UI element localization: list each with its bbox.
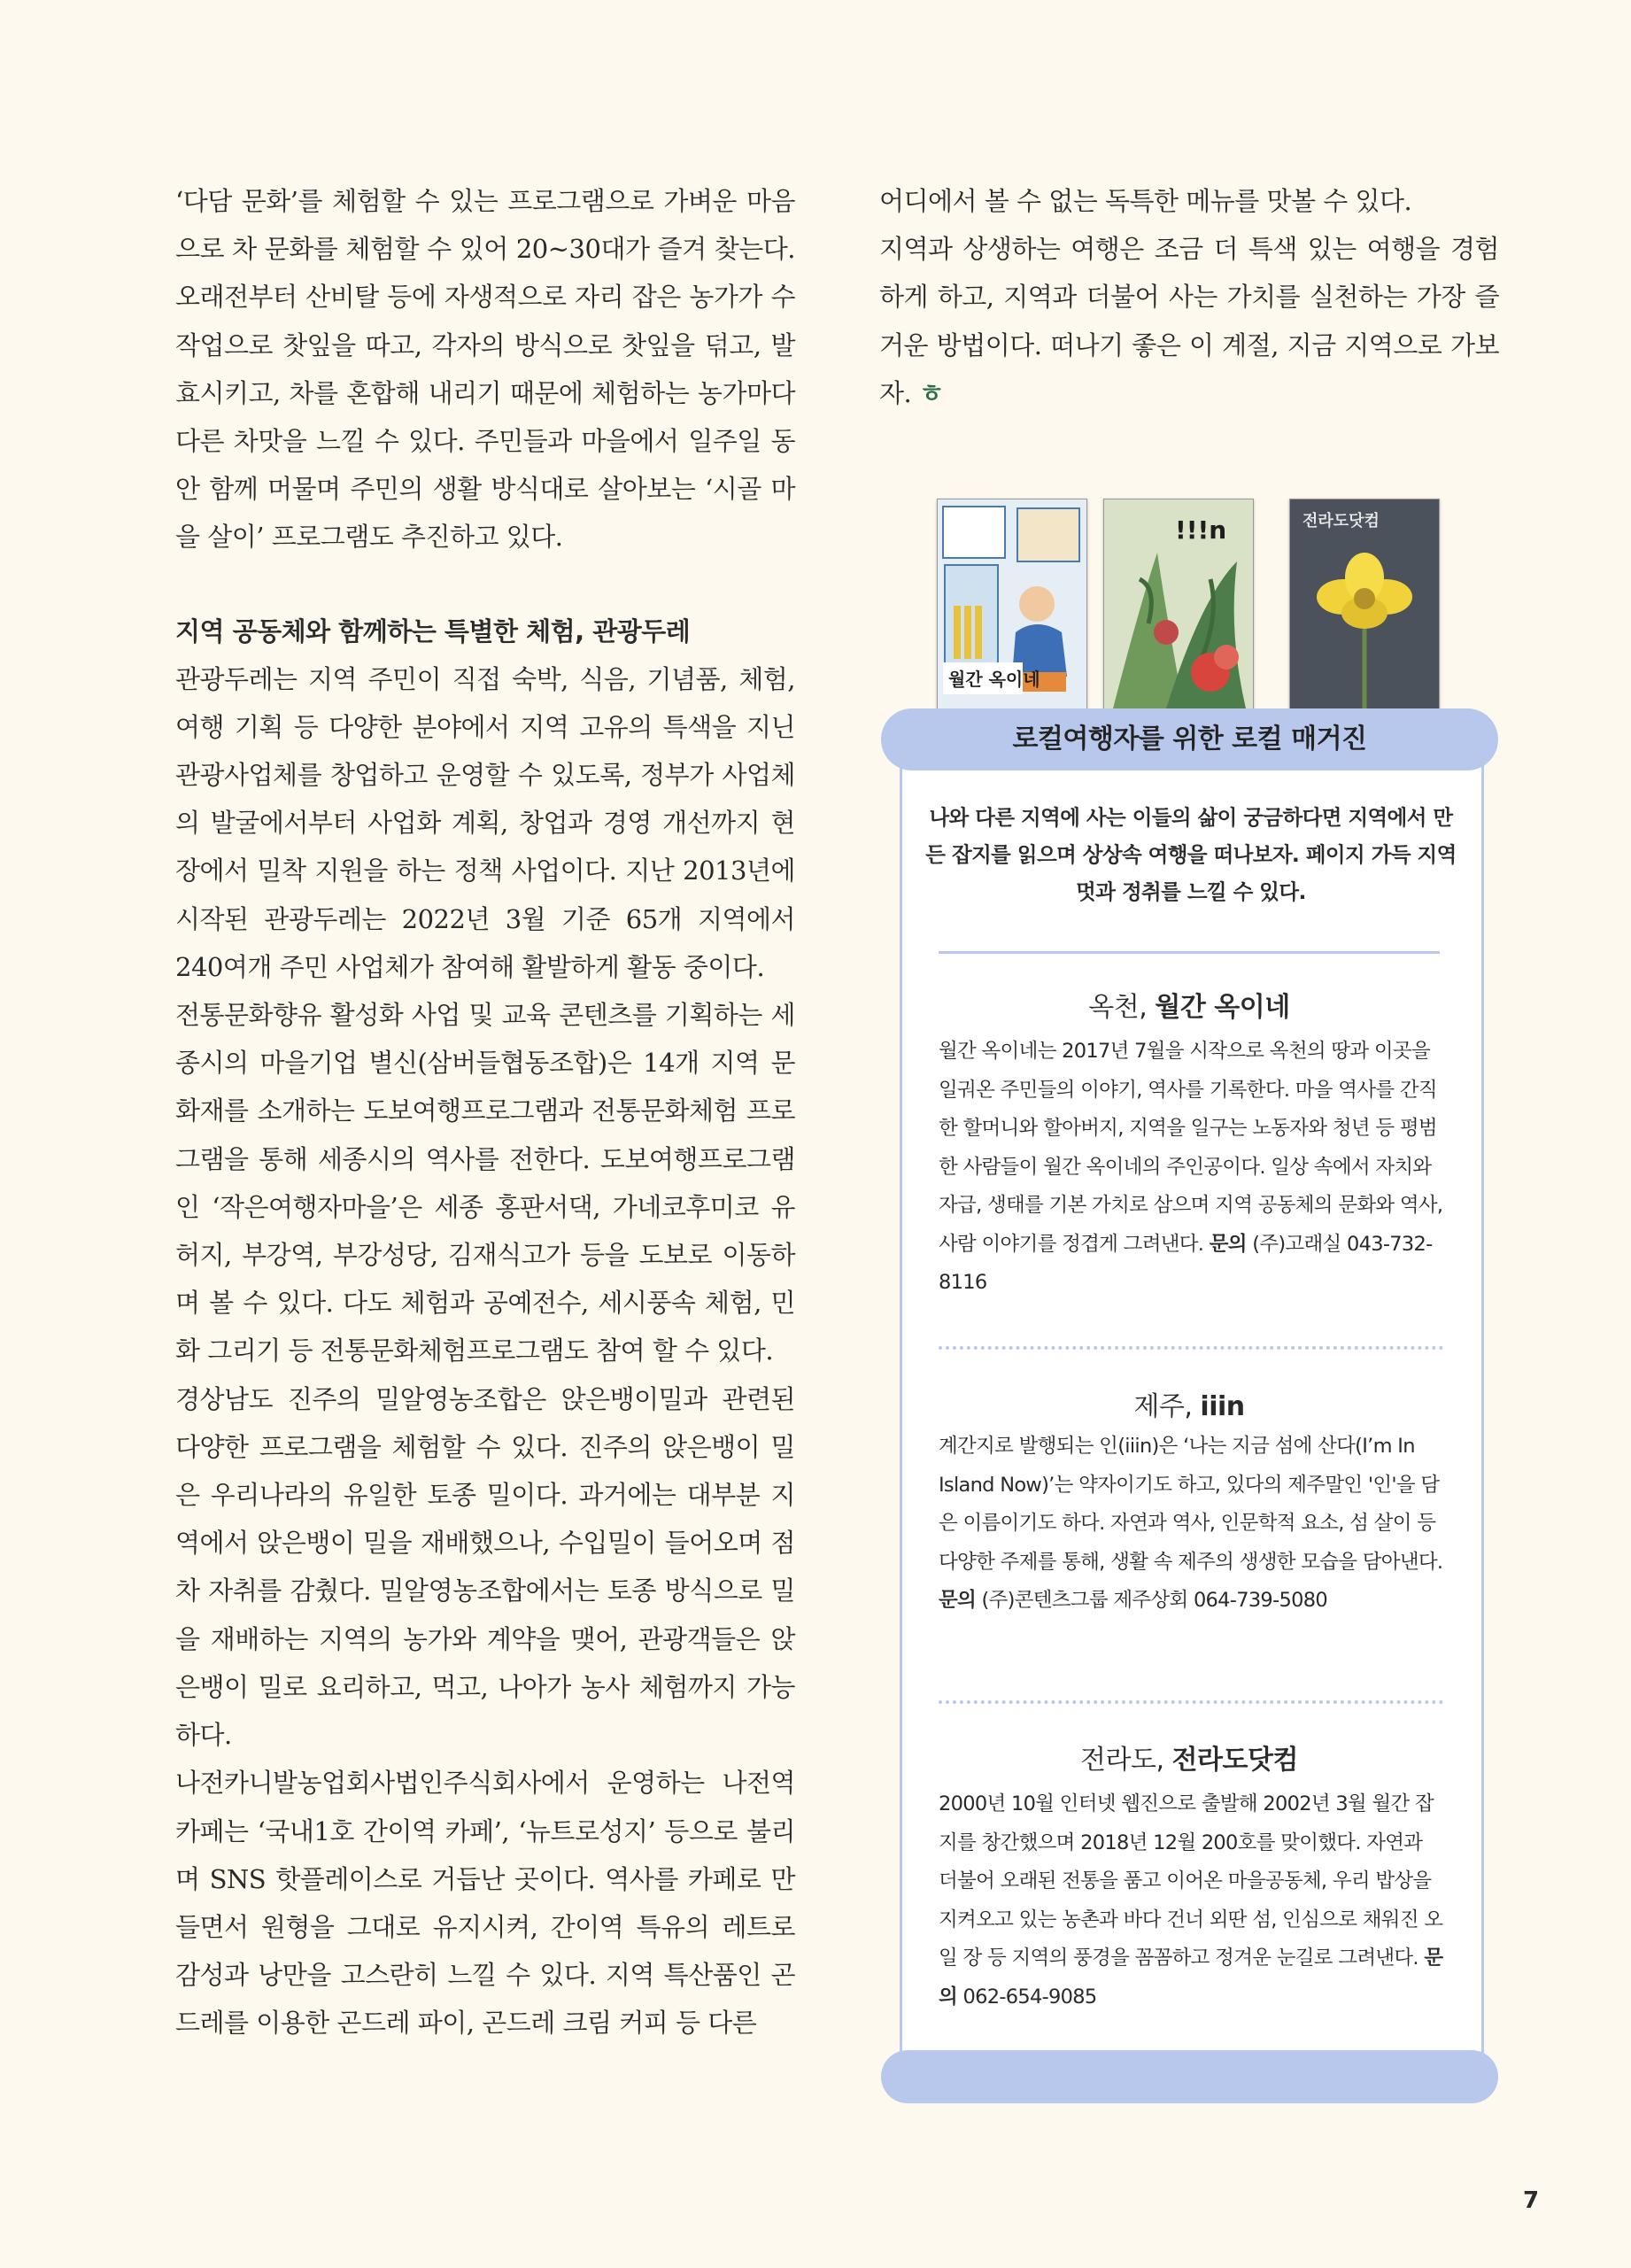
magazine-desc-jeonrado: 2000년 10월 인터넷 웹진으로 출발해 2002년 3월 월간 잡지를 창간했으며 2018년 12월 200호를 맞이했다. 자연과 더불어 오래된 전통을 품고 이어온 마을공동체, 우리 밥상을 지켜오고 있는 농촌과 바다 건너 외딴 섬, 인심으로 채워진 오일 장 등 지역의 풍경을 꼼꼼하고 정겨운 눈길로 그려낸다. 문의 062-654-9085 [939,1792,1443,2009]
paragraph-jinju: 경상남도 진주의 밀알영농조합은 앉은뱅이밀과 관련된 다양한 프로그램을 체험할 수 있다. 진주의 앉은뱅이 밀은 우리나라의 유일한 토종 밀이다. 과거에는 대부분 지역에서 앉은뱅이 밀을 재배했으나, 수입밀이 들어오며 점차 자취를 감췄다. 밀알영농조합에서는 토종 방식으로 밀을 재배하는 지역의 농가와 계약을 맺어, 관광객들은 앉은뱅이 밀로 요리하고, 먹고, 나아가 농사 체험까지 가능하다. [175,1383,795,1751]
svg-text:!!!n: !!!n [1175,515,1227,545]
magazine-covers [937,499,1442,711]
iiin-cover [1103,499,1254,709]
svg-text:전라도닷컴: 전라도닷컴 [1302,512,1380,530]
page-number: 7 [1523,2187,1540,2214]
paragraph-conclusion: 지역과 상생하는 여행은 조금 더 특색 있는 여행을 경험하게 하고, 지역과 더불어 사는 가치를 실천하는 가장 즐거운 방법이다. 떠나기 좋은 이 계절, 지금 지역으로 가보자. ㅎ [879,234,1499,408]
right-column-text [879,177,1499,417]
magazine-desc-okine: 월간 옥이네는 2017년 7월을 시작으로 옥천의 땅과 이곳을 일궈온 주민들의 이야기, 역사를 기록한다. 마을 역사를 간직한 할머니와 할아버지, 지역을 일구는 노동자와 청년 등 평범한 사람들이 월간 옥이네의 주인공이다. 일상 속에서 자치와 자급, 생태를 기본 가치로 삼으며 지역 공동체의 문화와 역사, 사람 이야기를 정겹게 그려낸다. 문의 (주)고래실 043-732-8116 [939,1040,1443,1294]
okine-cover [937,499,1087,709]
paragraph-najeon: 나전카니발농업회사법인주식회사에서 운영하는 나전역카페는 ‘국내1호 간이역 카페’, ‘뉴트로성지’ 등으로 불리며 SNS 핫플레이스로 거듭난 곳이다. 역사를 카페로 만들면서 원형을 그대로 유지시켜, 간이역 특유의 레트로 감성과 낭만을 고스란히 느낄 수 있다. 지역 특산품인 곤드레를 이용한 곤드레 파이, 곤드레 크림 커피 등 다른 [175,1768,795,2039]
magazine-title-okine: 옥천, 월간 옥이네 [1088,992,1290,1023]
magazine-box-header: 로컬여행자를 위한 로컬 매거진 [881,708,1498,770]
magazine-box-footer [881,2050,1498,2103]
jeonrado-cover [1289,499,1440,709]
magazine-box-intro: 나와 다른 지역에 사는 이들의 삶이 궁금하다면 지역에서 만든 잡지를 읽으며 상상속 여행을 떠나보자. 페이지 가득 지역 멋과 정취를 느낄 수 있다. [925,805,1457,904]
paragraph-tea-culture: ‘다담 문화’를 체험할 수 있는 프로그램으로 가벼운 마음으로 차 문화를 체험할 수 있어 20~30대가 즐겨 찾는다. 오래전부터 산비탈 등에 자생적으로 자리 잡은 농가가 수작업으로 찻잎을 따고, 각자의 방식으로 찻잎을 덖고, 발효시키고, 차를 혼합해 내리기 때문에 체험하는 농가마다 다른 차맛을 느낄 수 있다. 주민들과 마을에서 일주일 동안 함께 머물며 주민의 생활 방식대로 살아보는 ‘시골 마을 살이’ 프로그램도 추진하고 있다. [175,186,795,553]
divider [939,951,1440,954]
paragraph-menu: 어디에서 볼 수 없는 독특한 메뉴를 맛볼 수 있다. [879,186,1412,216]
magazine-title-jeonrado: 전라도, 전라도닷컴 [1080,1745,1298,1776]
magazine-desc-iiin: 계간지로 발행되는 인(iiin)은 ‘나는 지금 섬에 산다(I’m In Island Now)’는 약자이기도 하고, 있다의 제주말인 '인'을 담은 이름이기도 하다. 자연과 역사, 인문학적 요소, 섬 살이 등 다양한 주제를 통해, 생활 속 제주의 생생한 모습을 담아낸다. 문의 (주)콘텐츠그룹 제주상회 064-739-5080 [939,1435,1443,1612]
end-mark-icon: ㅎ [918,377,944,408]
paragraph-sejong: 전통문화향유 활성화 사업 및 교육 콘텐츠를 기획하는 세종시의 마을기업 별신(삼버들협동조합)은 14개 지역 문화재를 소개하는 도보여행프로그램과 전통문화체험 프로그램을 통해 세종시의 역사를 전한다. 도보여행프로그램인 ‘작은여행자마을’은 세종 홍판서댁, 가네코후미코 유허지, 부강역, 부강성당, 김재식고가 등을 도보로 이동하며 볼 수 있다. 다도 체험과 공예전수, 세시풍속 체험, 민화 그리기 등 전통문화체험프로그램도 참여 할 수 있다. [175,1000,795,1366]
divider-dotted [939,1700,1443,1704]
section-heading-gwangwang-dure: 지역 공동체와 함께하는 특별한 체험, 관광두레 [175,615,691,646]
svg-text:월간 옥이네: 월간 옥이네 [948,669,1040,690]
left-column [175,177,795,2047]
divider-dotted [939,1346,1443,1350]
paragraph-gwangwang-dure: 관광두레는 지역 주민이 직접 숙박, 식음, 기념품, 체험, 여행 기획 등 다양한 분야에서 지역 고유의 특색을 지닌 관광사업체를 창업하고 운영할 수 있도록, 정부가 사업체의 발굴에서부터 사업화 계획, 창업과 경영 개선까지 현장에서 밀착 지원을 하는 정책 사업이다. 지난 2013년에 시작된 관광두레는 2022년 3월 기준 65개 지역에서 240여개 주민 사업체가 참여해 활발하게 활동 중이다. [175,663,795,982]
magazine-title-iiin: 제주, iiin [1133,1391,1245,1422]
